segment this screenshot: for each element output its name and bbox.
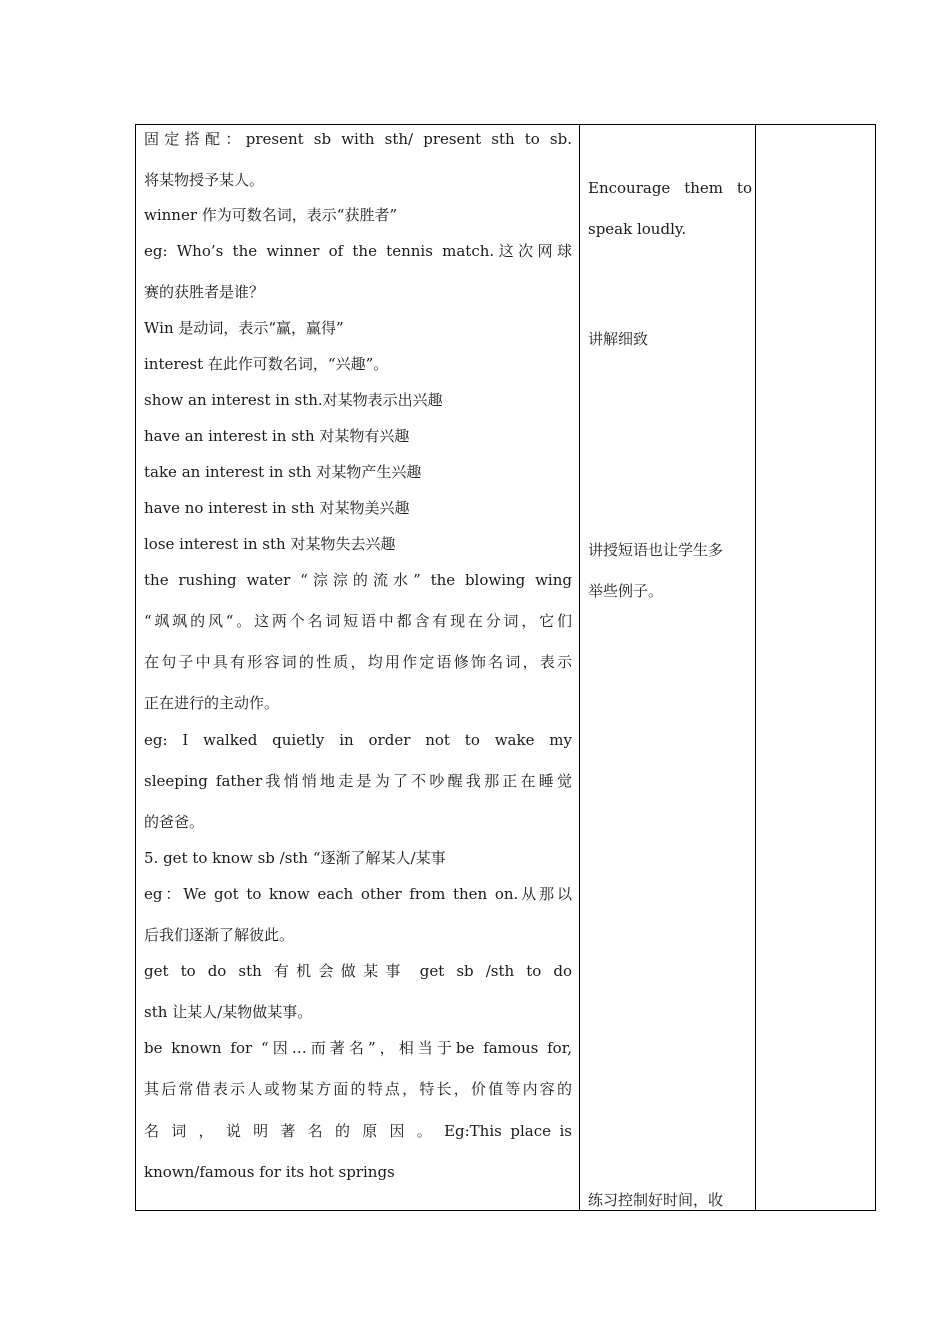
note-line: speak loudly.	[588, 220, 687, 238]
column-divider	[579, 125, 580, 1210]
content-line: 后我们逐渐了解彼此。	[144, 926, 295, 944]
content-line: 其后常借表示人或物某方面的特点，特长，价值等内容的	[144, 1080, 572, 1098]
note-line: 练习控制好时间，收	[588, 1191, 724, 1209]
content-line: get to do sth 有机会做某事 get sb /sth to do	[144, 962, 572, 980]
content-line: eg: Who’s the winner of the tennis match.这次网球	[144, 242, 572, 260]
content-line: show an interest in sth.对某物表示出兴趣	[144, 391, 443, 409]
content-line: have an interest in sth 对某物有兴趣	[144, 427, 410, 445]
content-line: 名 词 ， 说 明 著 名 的 原 因 。 Eg:This place is	[144, 1122, 572, 1140]
note-line: 讲授短语也让学生多	[588, 541, 724, 559]
content-line: be known for “因…而著名”，相当于be famous for,	[144, 1039, 572, 1057]
content-line: 在句子中具有形容词的性质，均用作定语修饰名词，表示	[144, 653, 572, 671]
note-line: 举些例子。	[588, 582, 664, 600]
content-line: 将某物授予某人。	[144, 171, 265, 189]
content-line: 正在进行的主动作。	[144, 694, 280, 712]
content-line: take an interest in sth 对某物产生兴趣	[144, 463, 422, 481]
content-line: have no interest in sth 对某物美兴趣	[144, 499, 410, 517]
content-line: 的爸爸。	[144, 813, 205, 831]
content-line: sleeping father我悄悄地走是为了不吵醒我那正在睡觉	[144, 772, 572, 790]
notes-column	[588, 125, 752, 1210]
content-line: known/famous for its hot springs	[144, 1163, 395, 1181]
content-line: 5. get to know sb /sth “逐渐了解某人/某事	[144, 849, 446, 867]
note-line: 讲解细致	[588, 330, 649, 348]
content-line: 固定搭配：present sb with sth/ present sth to sb.	[144, 130, 572, 148]
content-line: “飒飒的风“。这两个名词短语中都含有现在分词，它们	[144, 612, 572, 630]
content-line: sth 让某人/某物做某事。	[144, 1003, 313, 1021]
lesson-table	[135, 124, 876, 1211]
content-line: lose interest in sth 对某物失去兴趣	[144, 535, 396, 553]
content-line: eg: I walked quietly in order not to wake my	[144, 731, 572, 749]
content-line: 赛的获胜者是谁？	[144, 283, 265, 301]
note-line: Encourage them to	[588, 179, 752, 197]
content-line: the rushing water “淙淙的流水” the blowing wing	[144, 571, 572, 589]
content-column	[144, 125, 572, 1210]
content-line: eg：We got to know each other from then on.从那以	[144, 885, 572, 903]
content-line: Win 是动词，表示“赢，赢得”	[144, 319, 344, 337]
content-line: interest 在此作可数名词，“兴趣”。	[144, 355, 389, 373]
column-divider	[755, 125, 756, 1210]
content-line: winner 作为可数名词，表示“获胜者”	[144, 206, 398, 224]
